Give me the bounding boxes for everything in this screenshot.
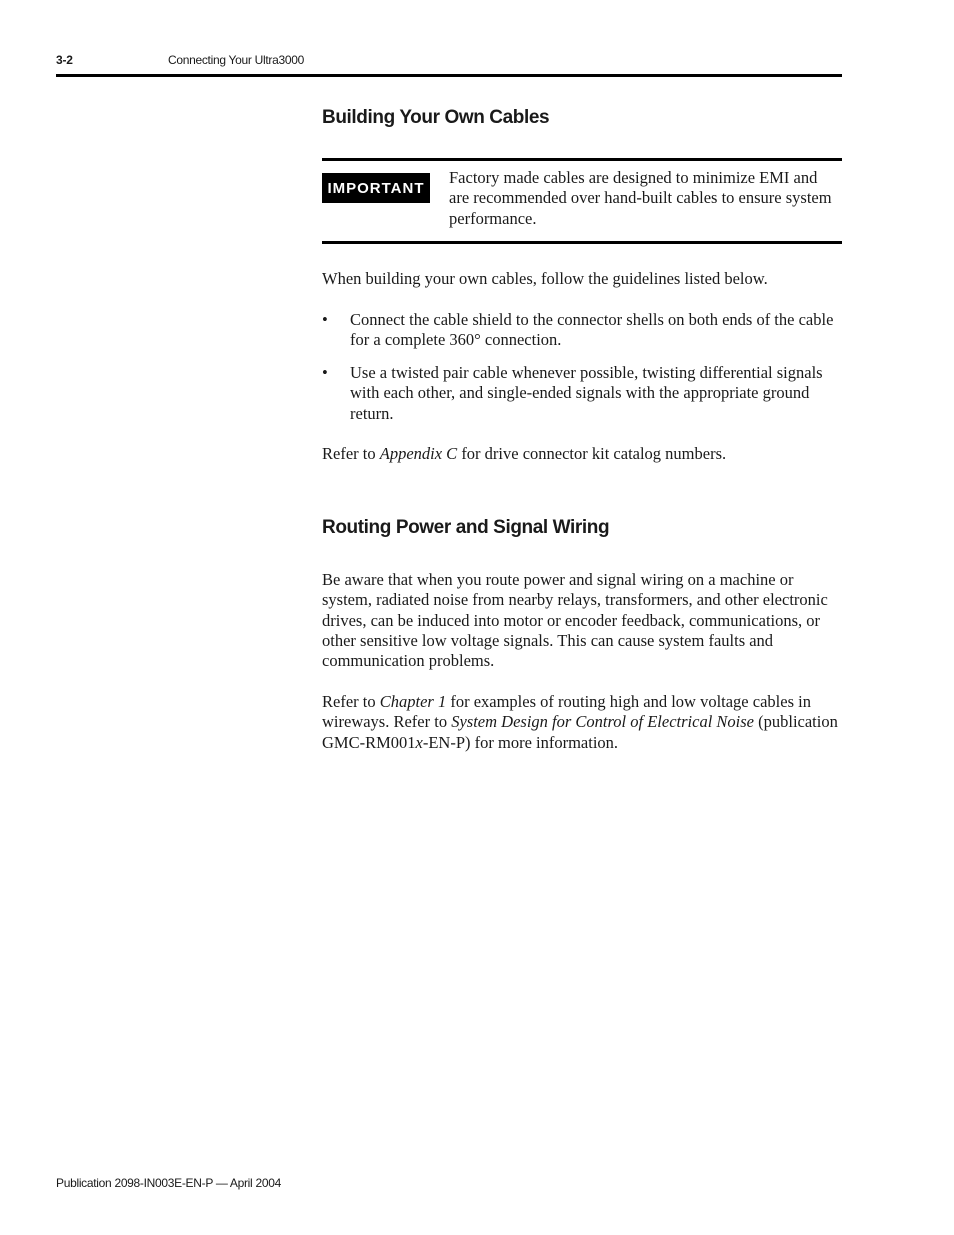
- header-rule: [56, 74, 842, 77]
- text-run: Refer to: [322, 692, 380, 711]
- bullet-icon: •: [322, 310, 328, 329]
- publication-variable: x: [415, 732, 423, 752]
- routing-reference-paragraph: [322, 692, 842, 753]
- list-item-text: Connect the cable shield to the connector shells on both ends of the cable for a complete 360° connection.: [350, 310, 834, 350]
- important-note-text: Factory made cables are designed to minimize EMI and are recommended over hand-built cables to ensure system performance.: [449, 168, 832, 228]
- refer-prefix: Refer to: [322, 444, 380, 463]
- text-run: for examples of routing high and low voltage cables in wireways. Refer to: [322, 692, 811, 732]
- important-bottom-rule: [322, 241, 842, 244]
- section-heading-routing-wiring: Routing Power and Signal Wiring: [322, 517, 610, 538]
- bullet-icon: •: [322, 363, 328, 382]
- list-item-text: Use a twisted pair cable whenever possible, twisting differential signals with each other, and single-ended signals with the appropriate ground return.: [350, 363, 823, 423]
- running-title: Connecting Your Ultra3000: [168, 53, 304, 67]
- refer-suffix: for drive connector kit catalog numbers.: [457, 444, 727, 463]
- important-top-rule: [322, 158, 842, 161]
- chapter-reference: Chapter 1: [379, 692, 447, 711]
- appendix-reference: Appendix C: [379, 444, 458, 463]
- text-run: (publication GMC-RM001: [322, 712, 838, 752]
- section-heading-building-cables: Building Your Own Cables: [322, 107, 550, 128]
- cables-intro-paragraph: When building your own cables, follow the guidelines listed below.: [322, 269, 768, 288]
- publication-title: System Design for Control of Electrical Noise: [451, 712, 754, 732]
- list-item: [322, 310, 842, 352]
- appendix-reference-paragraph: [322, 444, 842, 464]
- routing-paragraph: Be aware that when you route power and signal wiring on a machine or system, radiated noise from nearby relays, transformers, and other electronic drives, can be induced into motor or encoder feedback, communications, or other sensitive low voltage signals. This can cause system faults and communication problems.: [322, 570, 828, 671]
- important-badge: IMPORTANT: [322, 173, 430, 203]
- list-item: [322, 363, 842, 425]
- footer-publication: Publication 2098-IN003E-EN-P — April 2004: [56, 1176, 281, 1190]
- page-number: 3-2: [56, 53, 73, 67]
- text-run: -EN-P) for more information.: [422, 732, 619, 752]
